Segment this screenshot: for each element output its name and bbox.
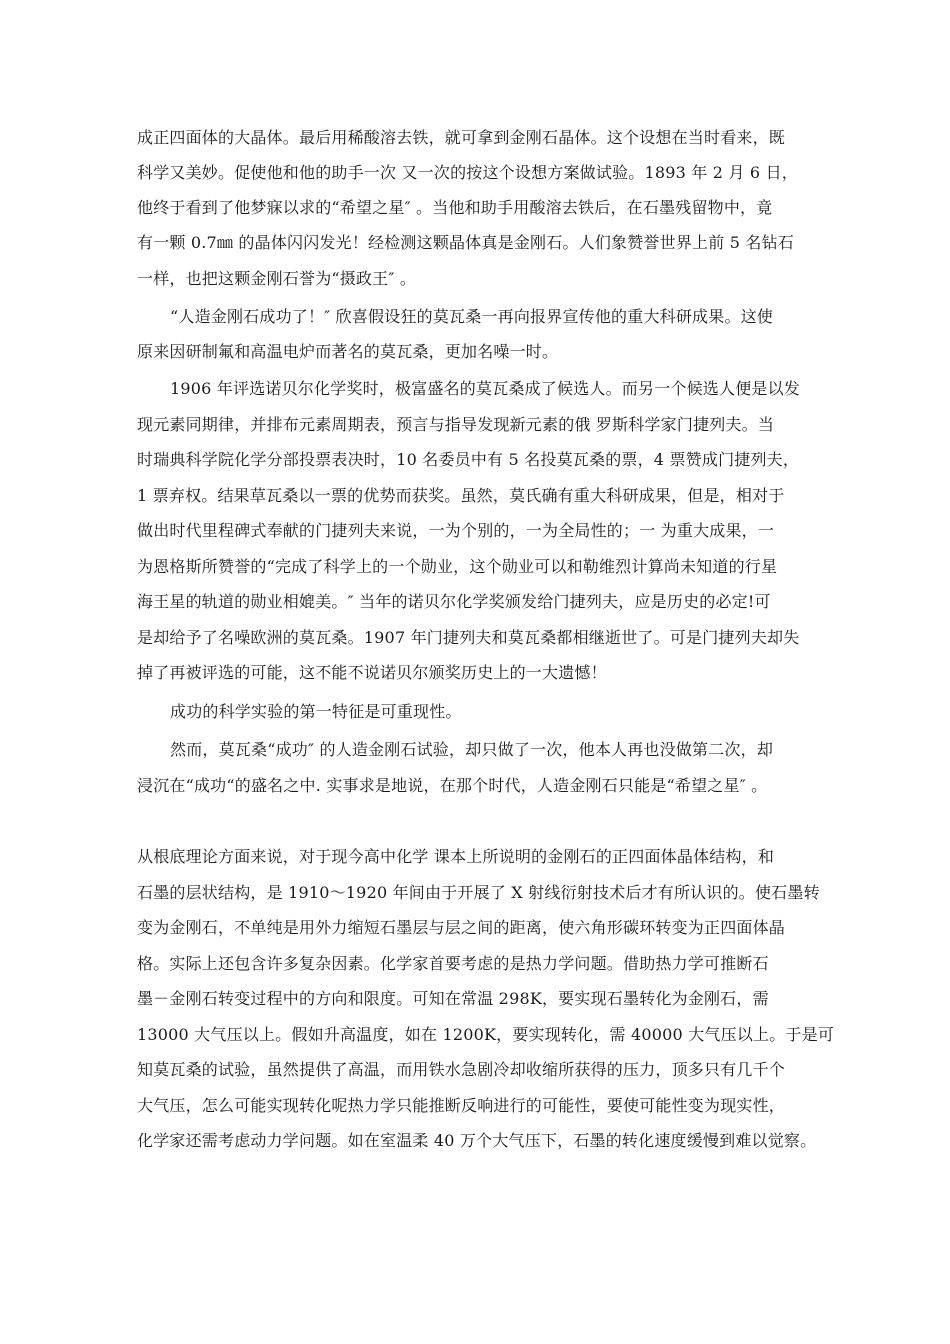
text-line: 做出时代里程碑式奉献的门捷列夫来说，一为个别的，一为全局性的；一 为重大成果，一 [137,521,775,540]
text-line: 为恩格斯所赞誉的“完成了科学上的一个勋业，这个勋业可以和勒维烈计算尚未知道的行星 [137,557,778,576]
text-line: 大气压，怎么可能实现转化呢热力学只能推断反响进行的可能性，要使可能性变为现实性， [137,1096,786,1115]
text-line: 是却给予了名噪欧洲的莫瓦桑。1907 年门捷列夫和莫瓦桑都相继逝世了。可是门捷列夫却失 [137,628,800,647]
text-line: 成功的科学实验的第一特征是可重现性。 [170,702,462,721]
text-line: 有一颗 0.7㎜ 的晶体闪闪发光！经检测这颗晶体真是金刚石。人们象赞誉世界上前 5 名钻石 [137,233,794,252]
text-line: 掉了再被评选的可能，这不能不说诺贝尔颁奖历史上的一大遗憾！ [137,663,607,682]
text-line: 知莫瓦桑的试验，虽然提供了高温，而用铁水急剧冷却收缩所获得的压力，顶多只有几千个 [137,1060,786,1079]
text-line: 化学家还需考虑动力学问题。如在室温柔 40 万个大气压下，石墨的转化速度缓慢到难以觉察。 [137,1131,817,1150]
text-line: 变为金刚石，不单纯是用外力缩短石墨层与层之间的距离，使六角形碳环转变为正四面体晶 [137,918,786,937]
text-line: 13000 大气压以上。假如升高温度，如在 1200K，要实现转化，需 40000 大气压以上。于是可 [137,1025,835,1044]
text-line: 格。实际上还包含许多复杂因素。化学家首要考虑的是热力学问题。借助热力学可推断石 [137,954,769,973]
text-line: 时瑞典科学院化学分部投票表决时，10 名委员中有 5 名投莫瓦桑的票，4 票赞成门捷列夫， [137,450,800,469]
text-line: 他终于看到了他梦寐以求的“希望之星″ 。当他和助手用酸溶去铁后，在石墨残留物中，竟 [137,198,773,217]
text-line: 原来因研制氟和高温电炉而著名的莫瓦桑，更加名噪一时。 [137,342,559,361]
text-line: 石墨的层状结构，是 1910～1920 年间由于开展了 X 射线衍射技术后才有所认识的。使石墨转 [137,883,820,902]
text-line: 海王星的轨道的勋业相媲美。″ 当年的诺贝尔化学奖颁发给门捷列夫，应是历史的必定!可 [137,592,771,611]
text-line: 一样，也把这颗金刚石誉为“摄政王″ 。 [137,269,417,288]
text-line: 科学又美妙。促使他和他的助手一次 又一次的按这个设想方案做试验。1893 年 2 月 6 日， [137,163,798,182]
text-line: “人造金刚石成功了！″ 欣喜假设狂的莫瓦桑一再向报界宣传他的重大科研成果。这使 [170,307,774,326]
text-line: 墨－金刚石转变过程中的方向和限度。可知在常温 298K，要实现石墨转化为金刚石，需 [137,989,769,1008]
text-line: 1906 年评选诺贝尔化学奖时，极富盛名的莫瓦桑成了候选人。而另一个候选人便是以发 [170,379,801,398]
text-line: 成正四面体的大晶体。最后用稀酸溶去铁，就可拿到金刚石晶体。这个设想在当时看来，既 [137,128,786,147]
text-line: 然而，莫瓦桑“成功″ 的人造金刚石试验，却只做了一次，他本人再也没做第二次，却 [170,740,774,759]
text-line: 1 票弃权。结果草瓦桑以一票的优势而获奖。虽然，莫氏确有重大科研成果，但是，相对于 [137,486,785,505]
text-line: 现元素同期律，并排布元素周期表，预言与指导发现新元素的俄 罗斯科学家门捷列夫。当 [137,415,775,434]
text-line: 从根底理论方面来说，对于现今高中化学 课本上所说明的金刚石的正四面体晶体结构，和 [137,847,775,866]
text-line: 浸沉在“成功“的盛名之中. 实事求是地说，在那个时代，人造金刚石只能是“希望之星″ 。 [137,776,768,795]
